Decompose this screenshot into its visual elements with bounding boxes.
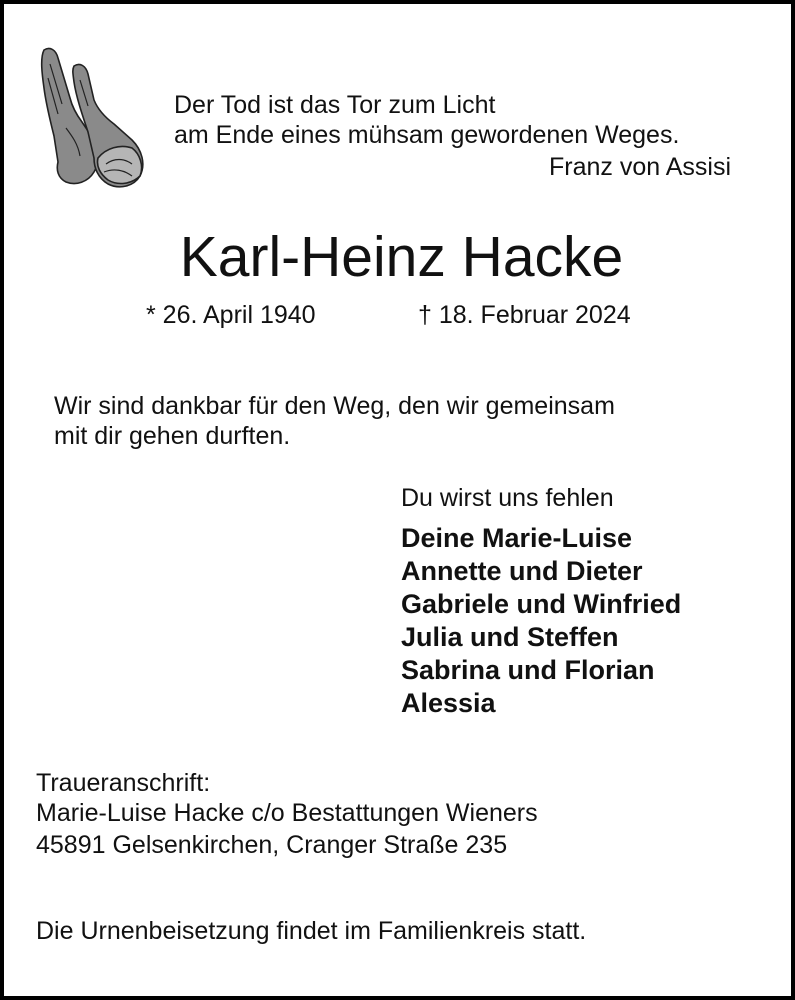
address-line-2: 45891 Gelsenkirchen, Cranger Straße 235 bbox=[36, 831, 508, 859]
praying-hands-icon bbox=[36, 44, 148, 190]
address-label: Traueranschrift: bbox=[36, 769, 211, 797]
death-date: † 18. Februar 2024 bbox=[418, 301, 631, 329]
family-member: Gabriele und Winfried bbox=[401, 589, 682, 619]
family-member: Julia und Steffen bbox=[401, 622, 619, 652]
address-line-1: Marie-Luise Hacke c/o Bestattungen Wieners bbox=[36, 799, 538, 827]
family-member: Alessia bbox=[401, 688, 496, 718]
birth-date: * 26. April 1940 bbox=[146, 301, 316, 329]
quote-line-2: am Ende eines mühsam gewordenen Weges. bbox=[174, 121, 680, 149]
family-member: Annette und Dieter bbox=[401, 556, 643, 586]
family-intro: Du wirst uns fehlen bbox=[401, 484, 614, 512]
quote-line-1: Der Tod ist das Tor zum Licht bbox=[174, 91, 496, 119]
quote-author: Franz von Assisi bbox=[549, 153, 732, 181]
family-member: Deine Marie-Luise bbox=[401, 523, 633, 553]
message-line-2: mit dir gehen durften. bbox=[54, 422, 291, 450]
message-line-1: Wir sind dankbar für den Weg, den wir gemeinsam bbox=[54, 392, 615, 420]
burial-note: Die Urnenbeisetzung findet im Familienkreis statt. bbox=[36, 917, 587, 945]
family-member: Sabrina und Florian bbox=[401, 655, 655, 685]
deceased-name: Karl-Heinz Hacke bbox=[179, 225, 624, 289]
